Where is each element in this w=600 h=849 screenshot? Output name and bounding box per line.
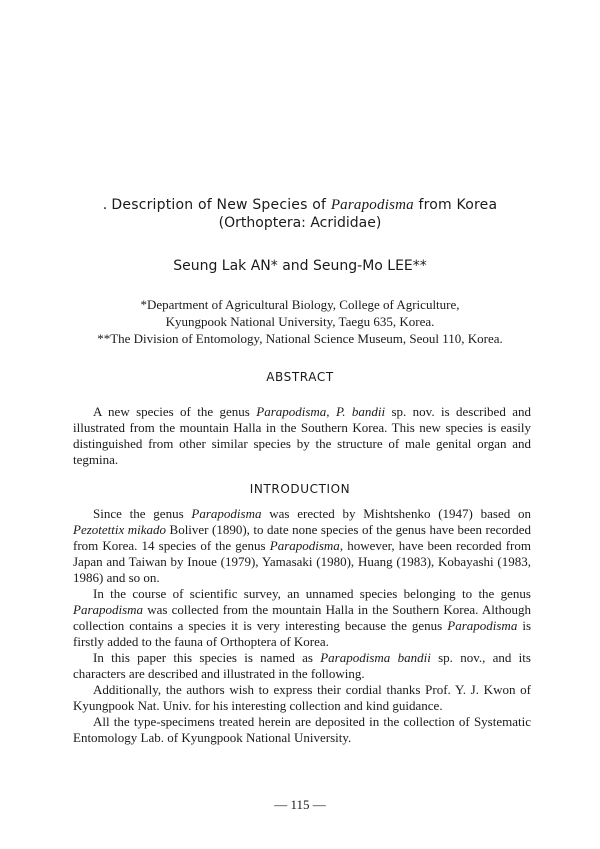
affiliations	[60, 296, 540, 347]
intro-paragraph-3	[73, 650, 531, 682]
intro-text: is firstly added to the fauna of Orthoptera of Korea.	[73, 618, 532, 649]
abstract-heading: ABSTRACT	[266, 370, 334, 384]
intro-paragraph-4: Additionally, the authors wish to express their cordial thanks Prof. Y. J. Kwon of Kyungpook Nat. Univ. for his interesting collection and kind guidance.	[73, 682, 531, 713]
title-text-before: Description of New Species of	[111, 197, 331, 213]
abstract-species-name: Parapodisma, P. bandii	[256, 404, 386, 419]
intro-text: In this paper this species is named as	[93, 650, 321, 665]
title-text-after: from Korea	[413, 197, 498, 213]
affiliation-line-3: **The Division of Entomology, National Science Museum, Seoul 110, Korea.	[97, 331, 503, 346]
title-prefix: .	[102, 197, 108, 213]
affiliation-line-1: *Department of Agricultural Biology, College of Agriculture,	[140, 297, 460, 312]
introduction-body	[73, 506, 531, 746]
intro-paragraph-2	[73, 586, 531, 650]
intro-text: was collected from the mountain Halla in the Southern Korea. Although collection contains a species it is very interesting because the genus	[73, 602, 531, 633]
intro-genus: Parapodisma	[447, 618, 518, 633]
abstract-body	[73, 404, 531, 468]
paper-title	[60, 196, 540, 214]
intro-genus: Parapodisma	[191, 506, 262, 521]
intro-text: was erected by Mishtshenko (1947) based on	[261, 506, 532, 521]
intro-paragraph-1	[73, 506, 531, 586]
intro-genus: Parapodisma	[73, 602, 144, 617]
abstract-text: sp. nov. is described and illustrated from the mountain Halla in the Southern Korea. This new species is easily distinguished from other similar species by the structure of male genital organ and tegmina.	[73, 404, 531, 467]
page-number: — 115 —	[274, 797, 326, 812]
abstract-text: A new species of the genus	[93, 404, 257, 419]
intro-text: , however, have been recorded from Japan and Taiwan by Inoue (1979), Yamasaki (1980), Huang (1983), Kobayashi (1983, 1986) and so on.	[73, 538, 531, 585]
intro-text: Boliver (1890), to date none species of the genus have been recorded from Korea. 14 species of the genus	[73, 522, 531, 553]
authors: Seung Lak AN* and Seung-Mo LEE**	[173, 258, 427, 274]
affiliation-line-2: Kyungpook National University, Taegu 635, Korea.	[165, 314, 435, 329]
intro-text: In the course of scientific survey, an unnamed species belonging to the genus	[93, 586, 531, 601]
introduction-heading: INTRODUCTION	[249, 482, 351, 496]
intro-paragraph-5: All the type-specimens treated herein are deposited in the collection of Systematic Entomology Lab. of Kyungpook National University.	[73, 714, 531, 745]
abstract-paragraph	[73, 404, 531, 468]
intro-text: sp. nov., and its characters are described and illustrated in the following.	[73, 650, 531, 681]
intro-species: Parapodisma bandii	[320, 650, 431, 665]
intro-text: Since the genus	[93, 506, 192, 521]
intro-genus: Parapodisma	[269, 538, 340, 553]
intro-species: Pezotettix mikado	[73, 522, 167, 537]
title-genus: Parapodisma	[330, 197, 414, 213]
title-block	[60, 196, 540, 232]
paper-subtitle: (Orthoptera: Acrididae)	[218, 215, 382, 231]
